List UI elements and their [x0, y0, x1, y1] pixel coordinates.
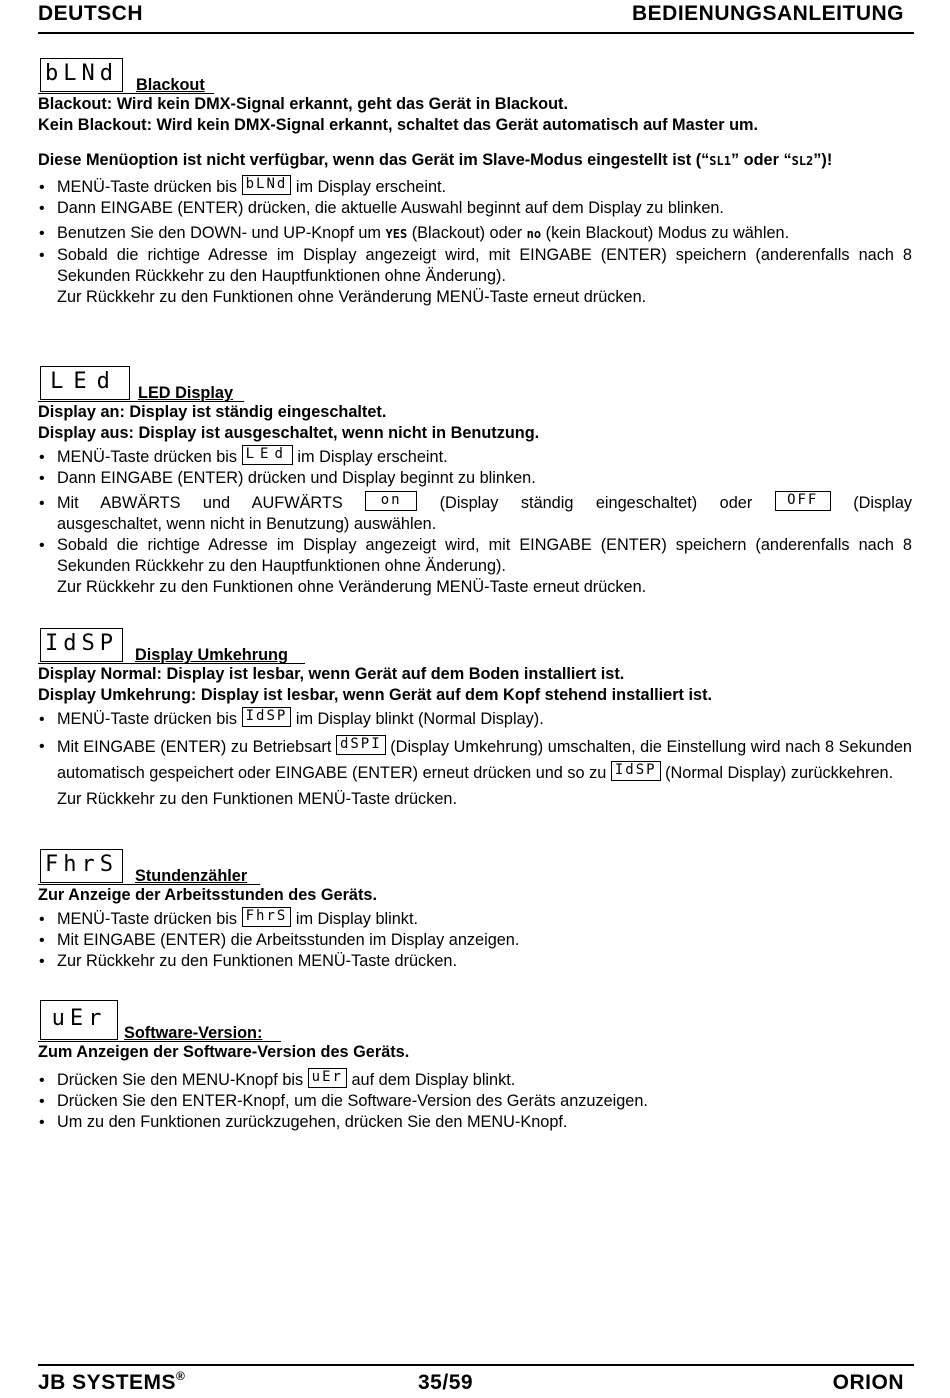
lcd-code-yes: YES: [385, 227, 408, 241]
list-item: • Mit EINGABE (ENTER) die Arbeitsstunden im Display anzeigen.: [38, 930, 912, 951]
list-item: • Dann EINGABE (ENTER) drücken und Display beginnt zu blinken.: [38, 468, 912, 489]
lcd-code-sl1: SL1: [709, 154, 731, 168]
page-footer: [38, 1364, 914, 1398]
section-software-version: [38, 1000, 912, 1133]
list-item: • MENÜ-Taste drücken bis FhrS im Display blinkt.: [38, 909, 912, 930]
header-doc-title: BEDIENUNGSANLEITUNG: [631, 2, 904, 25]
description-line: Zur Anzeige der Arbeitsstunden des Geräts.: [38, 886, 377, 904]
lcd-code-icon: IdSP: [40, 628, 123, 662]
lcd-code-inverted: dSPI: [336, 735, 386, 755]
section-hour-counter: [38, 849, 912, 972]
section-led-display: [38, 366, 912, 598]
lcd-code-on: on: [365, 491, 417, 511]
instruction-list: [38, 909, 912, 972]
lcd-code-icon: FhrS: [242, 907, 292, 927]
lcd-code-icon: IdSP: [611, 761, 661, 781]
lcd-code-icon: bLNd: [40, 58, 123, 92]
instruction-list: [38, 177, 912, 308]
lcd-code-no: no: [526, 227, 542, 241]
lcd-code-off: OFF: [775, 491, 831, 511]
section-heading: [38, 1000, 912, 1042]
description-line: Display aus: Display ist ausgeschaltet, wenn nicht in Benutzung.: [38, 424, 540, 442]
lcd-code-icon: FhrS: [40, 849, 123, 883]
section-display-inversion: [38, 628, 912, 812]
section-title: Stundenzähler: [135, 867, 248, 885]
section-blackout: [38, 58, 912, 308]
lcd-code-icon: bLNd: [242, 175, 292, 195]
page-number: 35/59: [418, 1371, 474, 1394]
description-line: Kein Blackout: Wird kein DMX-Signal erkannt, schaltet das Gerät automatisch auf Master um.: [38, 116, 759, 134]
instruction-list: [38, 447, 912, 598]
description-line: Display an: Display ist ständig eingeschaltet.: [38, 403, 387, 421]
list-item: • Um zu den Funktionen zurückzugehen, drücken Sie den MENU-Knopf.: [38, 1112, 912, 1133]
section-title: Display Umkehrung: [135, 646, 288, 664]
page-header: [38, 0, 914, 34]
lcd-code-icon: uEr: [40, 1000, 118, 1040]
section-title: LED Display: [138, 384, 234, 402]
description-note: Diese Menüoption ist nicht verfügbar, wenn das Gerät im Slave-Modus eingestellt ist (“SL1” oder “SL2”)!: [38, 151, 833, 169]
list-item: • Mit ABWÄRTS und AUFWÄRTS on (Display ständig eingeschaltet) oder OFF (Display ausgeschaltet, wenn nicht in Benutzung) auswählen.: [38, 493, 912, 535]
list-item: • Sobald die richtige Adresse im Display angezeigt wird, mit EINGABE (ENTER) speichern (anderenfalls nach 8 Sekunden Rückkehr zu den Hauptfunktionen ohne Änderung). Zur Rückkehr zu den Funktionen ohne Veränderung MENÜ-Taste erneut drücken.: [38, 245, 912, 308]
list-item: • Dann EINGABE (ENTER) drücken, die aktuelle Auswahl beginnt auf dem Display zu blinken.: [38, 198, 912, 219]
instruction-list: [38, 709, 912, 812]
list-item: • MENÜ-Taste drücken bis bLNd im Display erscheint.: [38, 177, 912, 198]
header-language: DEUTSCH: [38, 2, 144, 25]
section-heading: [38, 628, 912, 664]
section-title: Software-Version:: [124, 1024, 263, 1042]
description-line: Blackout: Wird kein DMX-Signal erkannt, geht das Gerät in Blackout.: [38, 95, 568, 113]
list-item: • MENÜ-Taste drücken bis IdSP im Display blinkt (Normal Display).: [38, 709, 912, 730]
section-heading: [38, 849, 912, 885]
footer-product: ORION: [832, 1371, 904, 1394]
description-line: Display Normal: Display ist lesbar, wenn Gerät auf dem Boden installiert ist.: [38, 665, 625, 683]
section-heading: [38, 366, 912, 402]
lcd-code-icon: uEr: [308, 1068, 347, 1088]
instruction-list: [38, 1070, 912, 1133]
list-item: • Drücken Sie den MENU-Knopf bis uEr auf dem Display blinkt.: [38, 1070, 912, 1091]
description-line: Zum Anzeigen der Software-Version des Geräts.: [38, 1043, 410, 1061]
list-item: • MENÜ-Taste drücken bis LEd im Display erscheint.: [38, 447, 912, 468]
list-item: • Drücken Sie den ENTER-Knopf, um die Software-Version des Geräts anzuzeigen.: [38, 1091, 912, 1112]
footer-brand: JB SYSTEMS®: [38, 1369, 186, 1394]
description-line: Display Umkehrung: Display ist lesbar, wenn Gerät auf dem Kopf stehend installiert ist.: [38, 686, 713, 704]
lcd-code-icon: LEd: [242, 445, 293, 465]
section-title: Blackout: [136, 76, 205, 94]
lcd-code-icon: IdSP: [242, 707, 292, 727]
lcd-code-icon: LEd: [40, 366, 130, 400]
lcd-code-sl2: SL2: [791, 154, 814, 168]
list-item: • Zur Rückkehr zu den Funktionen MENÜ-Taste drücken.: [38, 951, 912, 972]
list-item: • Sobald die richtige Adresse im Display angezeigt wird, mit EINGABE (ENTER) speichern (anderenfalls nach 8 Sekunden Rückkehr zu den Hauptfunktionen ohne Änderung). Zur Rückkehr zu den Funktionen ohne Veränderung MENÜ-Taste erneut drücken.: [38, 535, 912, 598]
list-item: • Mit EINGABE (ENTER) zu Betriebsart dSPI (Display Umkehrung) umschalten, die Einstellung wird nach 8 Sekunden automatisch gespeichert oder EINGABE (ENTER) erneut drücken und so zu IdSP (Normal Display) zurückkehren. Zur Rückkehr zu den Funktionen MENÜ-Taste drücken.: [38, 734, 912, 812]
section-heading: [38, 58, 912, 94]
list-item: • Benutzen Sie den DOWN- und UP-Knopf um YES (Blackout) oder no (kein Blackout) Modus zu wählen.: [38, 223, 912, 245]
